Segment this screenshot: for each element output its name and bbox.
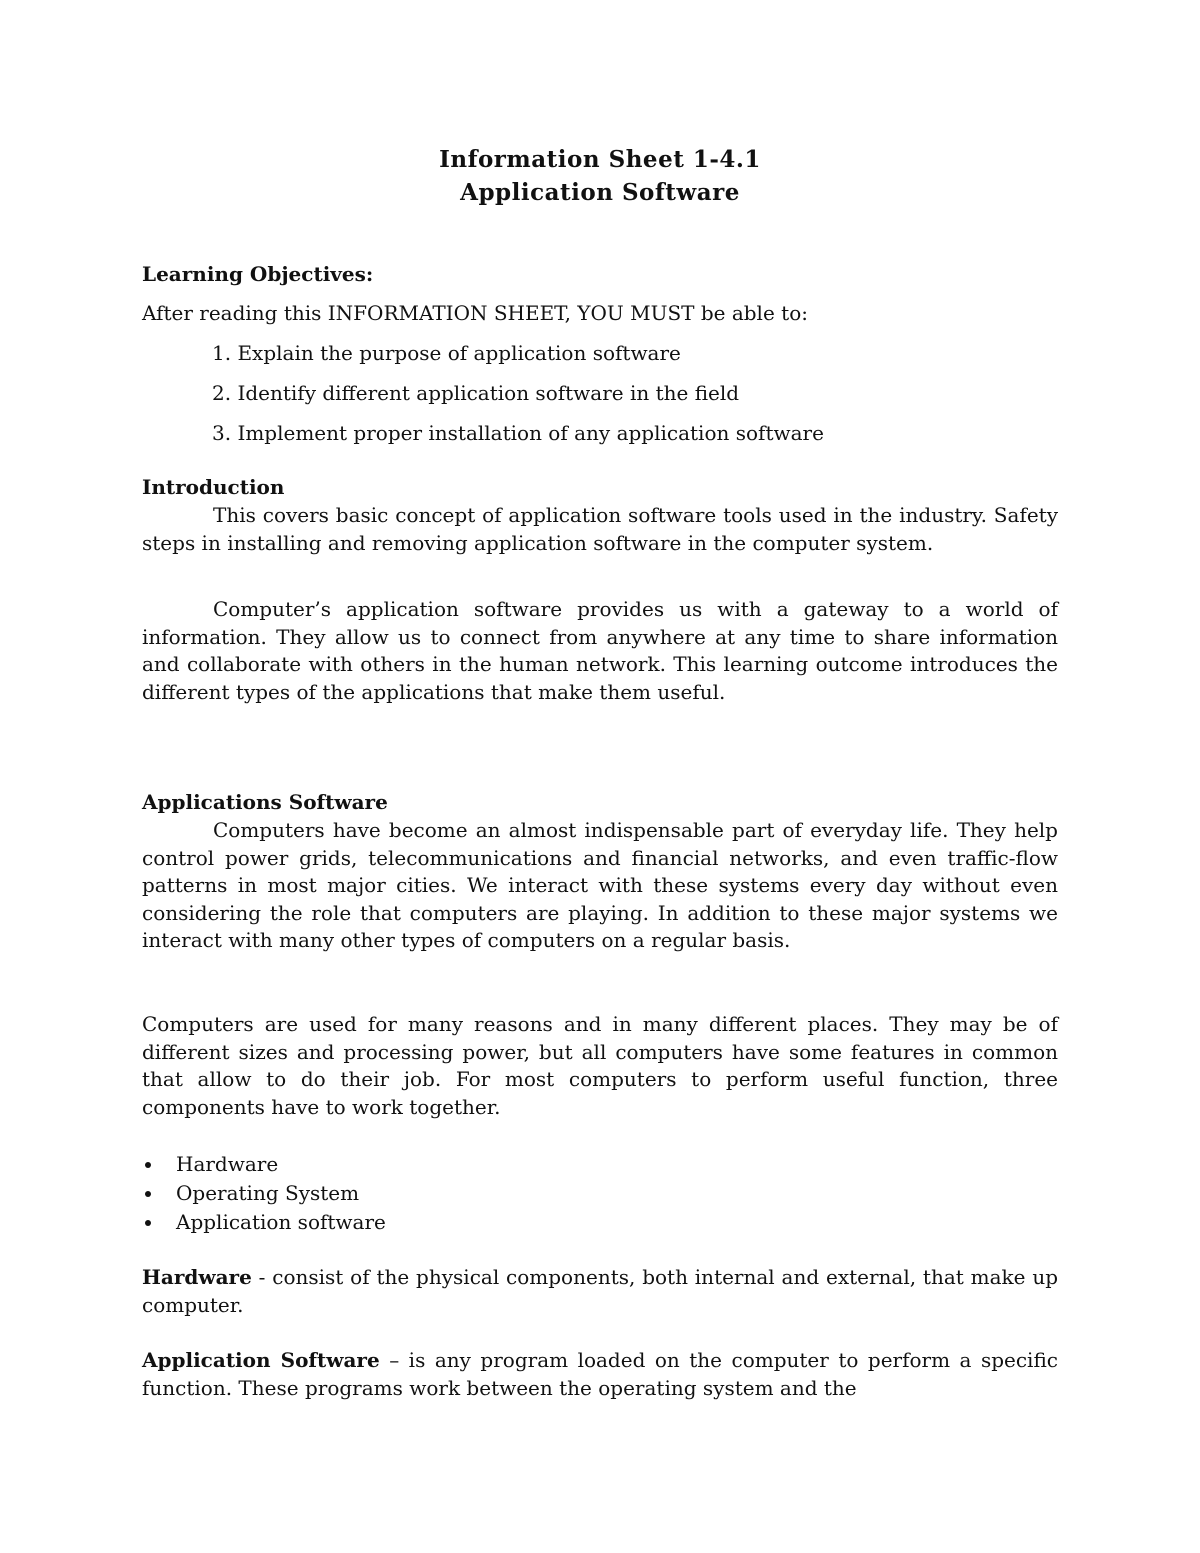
objectives-heading: Learning Objectives:: [142, 262, 374, 286]
document-title: [0, 143, 1200, 209]
introduction-paragraph-2: Computer’s application software provides us with a gateway to a world of information. They allow us to connect from anywhere at any time to share information and collaborate with others in the human network. This learning outcome introduces the different types of the applications that make them useful.: [142, 597, 1058, 704]
title-line-2: Application Software: [460, 179, 740, 206]
hardware-definition: [142, 1264, 1058, 1319]
application-software-definition: [142, 1347, 1058, 1402]
objectives-intro: After reading this INFORMATION SHEET, YOU MUST be able to:: [142, 301, 808, 325]
application-software-term: Application Software: [142, 1348, 380, 1372]
title-line-1: Information Sheet 1-4.1: [439, 146, 761, 173]
list-item: Application software: [142, 1208, 386, 1237]
application-software-text: – is any program loaded on the computer to perform a specific function. These programs work between the operating system and the: [142, 1348, 1058, 1400]
hardware-term: Hardware: [142, 1265, 252, 1289]
applications-heading: Applications Software: [142, 790, 388, 814]
bullet-icon: [145, 1191, 151, 1197]
objective-item-3: 3. Implement proper installation of any application software: [212, 421, 824, 445]
introduction-paragraph-1: This covers basic concept of application software tools used in the industry. Safety steps in installing and removing application software in the computer system.: [142, 503, 1058, 555]
components-list: [142, 1150, 386, 1237]
hardware-text: - consist of the physical components, both internal and external, that make up computer.: [142, 1265, 1058, 1317]
list-item: Operating System: [142, 1179, 386, 1208]
list-item: Hardware: [142, 1150, 386, 1179]
applications-paragraph-1: Computers have become an almost indispensable part of everyday life. They help control power grids, telecommunications and financial networks, and even traffic-flow patterns in most major cities. We interact with these systems every day without even considering the role that computers are playing. In addition to these major systems we interact with many other types of computers on a regular basis.: [142, 818, 1058, 952]
applications-paragraph-2: Computers are used for many reasons and in many different places. They may be of different sizes and processing power, but all computers have some features in common that allow to do their job. For most computers to perform useful function, three components have to work together.: [142, 1012, 1058, 1119]
objective-item-2: 2. Identify different application software in the field: [212, 381, 740, 405]
objective-item-1: 1. Explain the purpose of application software: [212, 341, 681, 365]
bullet-icon: [145, 1220, 151, 1226]
introduction-heading: Introduction: [142, 475, 285, 499]
bullet-icon: [145, 1162, 151, 1168]
